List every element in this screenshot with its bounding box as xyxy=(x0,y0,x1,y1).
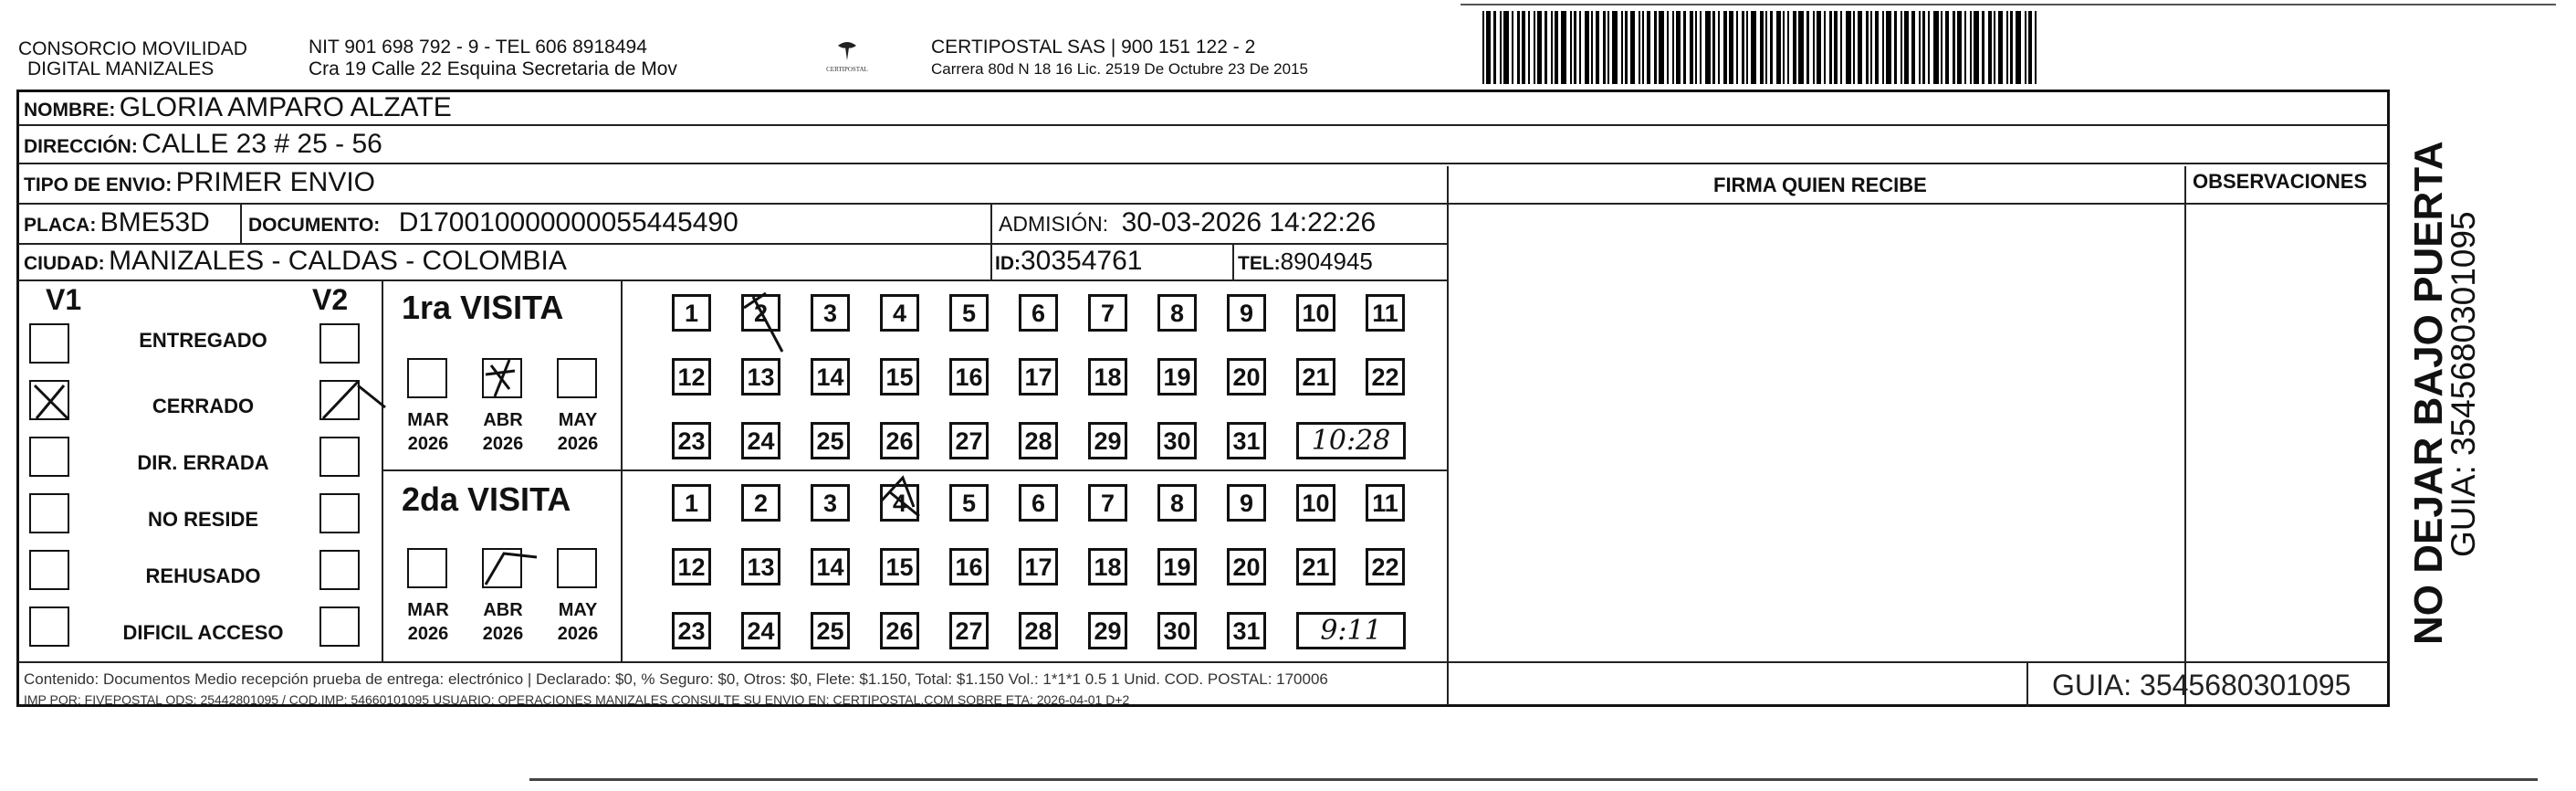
v1-checkbox-1[interactable] xyxy=(29,380,69,420)
visit1-day-18[interactable]: 18 xyxy=(1088,358,1127,396)
visit1-day-1[interactable]: 1 xyxy=(672,294,711,332)
status-label-4: REHUSADO xyxy=(145,564,261,587)
observations-area[interactable] xyxy=(2188,206,2387,663)
observaciones-label: OBSERVACIONES xyxy=(2193,170,2368,193)
company-name-line2: DIGITAL MANIZALES xyxy=(27,58,215,79)
visit1-day-3[interactable]: 3 xyxy=(811,294,850,332)
visit1-day-19[interactable]: 19 xyxy=(1157,358,1197,396)
visit2-day-16[interactable]: 16 xyxy=(949,548,989,585)
visit1-day-8[interactable]: 8 xyxy=(1157,294,1197,332)
v1-header: V1 xyxy=(46,283,82,316)
visit1-month-label-1: ABR xyxy=(483,410,523,430)
status-label-2: DIR. ERRADA xyxy=(137,451,269,474)
visit1-month-checkbox-1[interactable] xyxy=(482,358,522,398)
v2-checkbox-3[interactable] xyxy=(319,493,360,533)
tipo-value: PRIMER ENVIO xyxy=(175,167,376,197)
ciudad-value: MANIZALES - CALDAS - COLOMBIA xyxy=(109,246,567,276)
divider-observaciones xyxy=(2184,166,2186,705)
visit2-year-label-2: 2026 xyxy=(557,624,599,644)
signature-header-row xyxy=(1449,164,2390,205)
visit1-day-16[interactable]: 16 xyxy=(949,358,989,396)
divider-placa xyxy=(240,205,242,243)
company-name-line1: CONSORCIO MOVILIDAD xyxy=(18,38,247,59)
visit2-day-29[interactable]: 29 xyxy=(1088,612,1127,649)
visit2-day-17[interactable]: 17 xyxy=(1019,548,1058,585)
visit2-month-checkbox-0[interactable] xyxy=(407,548,447,588)
visit1-day-14[interactable]: 14 xyxy=(811,358,850,396)
status-label-3: NO RESIDE xyxy=(147,508,259,531)
visit1-day-24[interactable]: 24 xyxy=(741,422,780,459)
visit1-month-checkbox-0[interactable] xyxy=(407,358,447,398)
v2-checkbox-4[interactable] xyxy=(319,550,360,590)
visit2-title: 2da VISITA xyxy=(402,480,571,518)
row-nombre xyxy=(18,91,2388,126)
visit2-day-9[interactable]: 9 xyxy=(1227,484,1266,522)
visit1-day-26[interactable]: 26 xyxy=(880,422,919,459)
v1-checkbox-0[interactable] xyxy=(29,323,69,364)
v2-checkbox-0[interactable] xyxy=(319,323,360,364)
visit2-day-18[interactable]: 18 xyxy=(1088,548,1127,585)
visit1-day-27[interactable]: 27 xyxy=(949,422,989,459)
visit1-section xyxy=(383,281,1447,471)
footer-contenido: Contenido: Documentos Medio recepción prueba de entrega: electrónico | Declarado: $0, % Seguro: $0, Otros: $0, Flete: $1.150, Total: $1.150 Vol.: 1*1*1 0.5 1 Unid. COD. POSTAL: 170006 xyxy=(24,670,1328,688)
guia-box: GUIA: 3545680301095 xyxy=(2026,663,2388,707)
visit1-year-label-0: 2026 xyxy=(407,434,449,454)
visit2-day-30[interactable]: 30 xyxy=(1157,612,1197,649)
handwritten-check-icon xyxy=(877,474,932,529)
no-dejar-bajo-puerta: NO DEJAR BAJO PUERTA xyxy=(2406,141,2451,645)
visit2-day-25[interactable]: 25 xyxy=(811,612,850,649)
visit2-day-3[interactable]: 3 xyxy=(811,484,850,522)
placa-value: BME53D xyxy=(99,207,210,237)
visit2-day-7[interactable]: 7 xyxy=(1088,484,1127,522)
v1-checkbox-2[interactable] xyxy=(29,437,69,477)
divider-firma xyxy=(1447,166,1449,705)
logo-icon xyxy=(811,37,884,82)
visit1-day-4[interactable]: 4 xyxy=(880,294,919,332)
nombre-value: GLORIA AMPARO ALZATE xyxy=(119,92,452,122)
visit1-day-20[interactable]: 20 xyxy=(1227,358,1266,396)
admision-label: ADMISIÓN: xyxy=(999,212,1109,236)
visit1-day-9[interactable]: 9 xyxy=(1227,294,1266,332)
visit1-day-30[interactable]: 30 xyxy=(1157,422,1197,459)
v1-checkbox-3[interactable] xyxy=(29,493,69,533)
visit1-day-25[interactable]: 25 xyxy=(811,422,850,459)
firma-label: FIRMA QUIEN RECIBE xyxy=(1713,174,1927,196)
handwritten-check-icon xyxy=(738,288,802,352)
visit1-day-5[interactable]: 5 xyxy=(949,294,989,332)
visit1-month-label-2: MAY xyxy=(558,410,598,430)
side-guia: GUIA: 3545680301095 xyxy=(2445,211,2482,557)
direccion-label: DIRECCIÓN: xyxy=(24,136,138,157)
visit2-day-21[interactable]: 21 xyxy=(1296,548,1335,585)
status-label-1: CERRADO xyxy=(152,395,255,417)
visit2-day-19[interactable]: 19 xyxy=(1157,548,1197,585)
visit2-month-label-2: MAY xyxy=(558,600,598,620)
visit2-day-28[interactable]: 28 xyxy=(1019,612,1058,649)
row-tipo xyxy=(18,164,1447,205)
row-placa xyxy=(18,205,1447,245)
status-label-0: ENTREGADO xyxy=(139,329,267,352)
visit1-handwritten-time[interactable]: 10:28 xyxy=(1296,422,1406,459)
nombre-label: NOMBRE: xyxy=(24,100,116,121)
visit1-day-2[interactable]: 2 xyxy=(741,294,780,332)
ciudad-label: CIUDAD: xyxy=(24,253,105,274)
visit1-day-28[interactable]: 28 xyxy=(1019,422,1058,459)
visit1-day-6[interactable]: 6 xyxy=(1019,294,1058,332)
documento-value: D170010000000055445490 xyxy=(398,207,738,237)
visit1-day-22[interactable]: 22 xyxy=(1366,358,1405,396)
visit1-day-21[interactable]: 21 xyxy=(1296,358,1335,396)
visit2-day-31[interactable]: 31 xyxy=(1227,612,1266,649)
v1-checkbox-4[interactable] xyxy=(29,550,69,590)
divider-admision xyxy=(990,205,992,243)
visit2-day-13[interactable]: 13 xyxy=(741,548,780,585)
visit2-month-checkbox-1[interactable] xyxy=(482,548,522,588)
visit2-section xyxy=(383,471,1447,661)
scan-edge-top xyxy=(1461,4,2556,5)
carrier-address: Carrera 80d N 18 16 Lic. 2519 De Octubre 23 De 2015 xyxy=(931,60,1308,78)
nit-phone: NIT 901 698 792 - 9 - TEL 606 8918494 xyxy=(309,37,647,58)
visit1-day-12[interactable]: 12 xyxy=(672,358,711,396)
visit2-handwritten-time[interactable]: 9:11 xyxy=(1296,612,1406,649)
visit1-month-checkbox-2[interactable] xyxy=(557,358,597,398)
id-label: ID: xyxy=(995,253,1021,274)
visit2-month-checkbox-2[interactable] xyxy=(557,548,597,588)
visit2-day-8[interactable]: 8 xyxy=(1157,484,1197,522)
visit1-day-13[interactable]: 13 xyxy=(741,358,780,396)
id-value: 30354761 xyxy=(1021,246,1143,276)
row-direccion xyxy=(18,126,2388,164)
visit2-day-6[interactable]: 6 xyxy=(1019,484,1058,522)
visit2-day-24[interactable]: 24 xyxy=(741,612,780,649)
visit2-year-label-0: 2026 xyxy=(407,624,449,644)
row-ciudad xyxy=(18,245,1447,281)
visit1-day-29[interactable]: 29 xyxy=(1088,422,1127,459)
v2-checkbox-5[interactable] xyxy=(319,606,360,647)
visit1-divider xyxy=(621,281,623,469)
visit2-day-27[interactable]: 27 xyxy=(949,612,989,649)
visit1-day-23[interactable]: 23 xyxy=(672,422,711,459)
svg-text:CERTIPOSTAL: CERTIPOSTAL xyxy=(826,66,868,73)
footer-imp: IMP POR: FIVEPOSTAL ODS: 25442801095 / COD.IMP: 54660101095 USUARIO: OPERACIONES MANIZALES CONSULTE SU ENVIO EN: CERTIPOSTAL.COM SOBRE ETA: 2026-04-01 D+2 xyxy=(24,692,1130,707)
barcode-icon xyxy=(1482,11,2213,84)
visit1-day-7[interactable]: 7 xyxy=(1088,294,1127,332)
tipo-label: TIPO DE ENVIO: xyxy=(24,174,173,195)
status-panel xyxy=(18,281,383,661)
visit2-day-23[interactable]: 23 xyxy=(672,612,711,649)
visit2-day-10[interactable]: 10 xyxy=(1296,484,1335,522)
visit1-year-label-2: 2026 xyxy=(557,434,599,454)
visit2-day-14[interactable]: 14 xyxy=(811,548,850,585)
documento-label: DOCUMENTO: xyxy=(248,215,381,236)
visit2-day-4[interactable]: 4 xyxy=(880,484,919,522)
visit2-month-label-1: ABR xyxy=(483,600,523,620)
divider-id xyxy=(990,245,992,279)
direccion-value: CALLE 23 # 25 - 56 xyxy=(141,129,382,159)
visit2-day-1[interactable]: 1 xyxy=(672,484,711,522)
divider-tel xyxy=(1232,245,1234,279)
signature-area[interactable] xyxy=(1451,206,2182,663)
visit1-day-11[interactable]: 11 xyxy=(1366,294,1405,332)
visit1-day-15[interactable]: 15 xyxy=(880,358,919,396)
visit2-day-5[interactable]: 5 xyxy=(949,484,989,522)
visit2-day-2[interactable]: 2 xyxy=(741,484,780,522)
visit1-year-label-1: 2026 xyxy=(482,434,524,454)
v2-header: V2 xyxy=(312,283,349,316)
tel-value: 8904945 xyxy=(1280,248,1373,275)
visit1-month-label-0: MAR xyxy=(407,410,449,430)
visit2-day-20[interactable]: 20 xyxy=(1227,548,1266,585)
visit1-day-17[interactable]: 17 xyxy=(1019,358,1058,396)
v2-checkbox-1[interactable] xyxy=(319,380,360,420)
visit1-day-31[interactable]: 31 xyxy=(1227,422,1266,459)
visit2-day-15[interactable]: 15 xyxy=(880,548,919,585)
tel-label: TEL: xyxy=(1238,253,1281,274)
admision-value: 30-03-2026 14:22:26 xyxy=(1121,207,1377,237)
carrier-name: CERTIPOSTAL SAS | 900 151 122 - 2 xyxy=(931,37,1256,58)
v1-checkbox-5[interactable] xyxy=(29,606,69,647)
visit2-month-label-0: MAR xyxy=(407,600,449,620)
sender-address: Cra 19 Calle 22 Esquina Secretaria de Mov xyxy=(309,58,677,79)
visit2-day-22[interactable]: 22 xyxy=(1366,548,1405,585)
placa-label: PLACA: xyxy=(24,215,97,236)
visit1-day-10[interactable]: 10 xyxy=(1296,294,1335,332)
visit2-day-26[interactable]: 26 xyxy=(880,612,919,649)
visit2-year-label-1: 2026 xyxy=(482,624,524,644)
status-label-5: DIFICIL ACCESO xyxy=(122,621,284,644)
visit2-divider xyxy=(621,471,623,661)
certipostal-logo xyxy=(811,37,884,82)
v2-checkbox-2[interactable] xyxy=(319,437,360,477)
scan-edge xyxy=(529,778,2538,781)
visit2-day-11[interactable]: 11 xyxy=(1366,484,1405,522)
visit1-title: 1ra VISITA xyxy=(402,289,564,326)
visit2-day-12[interactable]: 12 xyxy=(672,548,711,585)
